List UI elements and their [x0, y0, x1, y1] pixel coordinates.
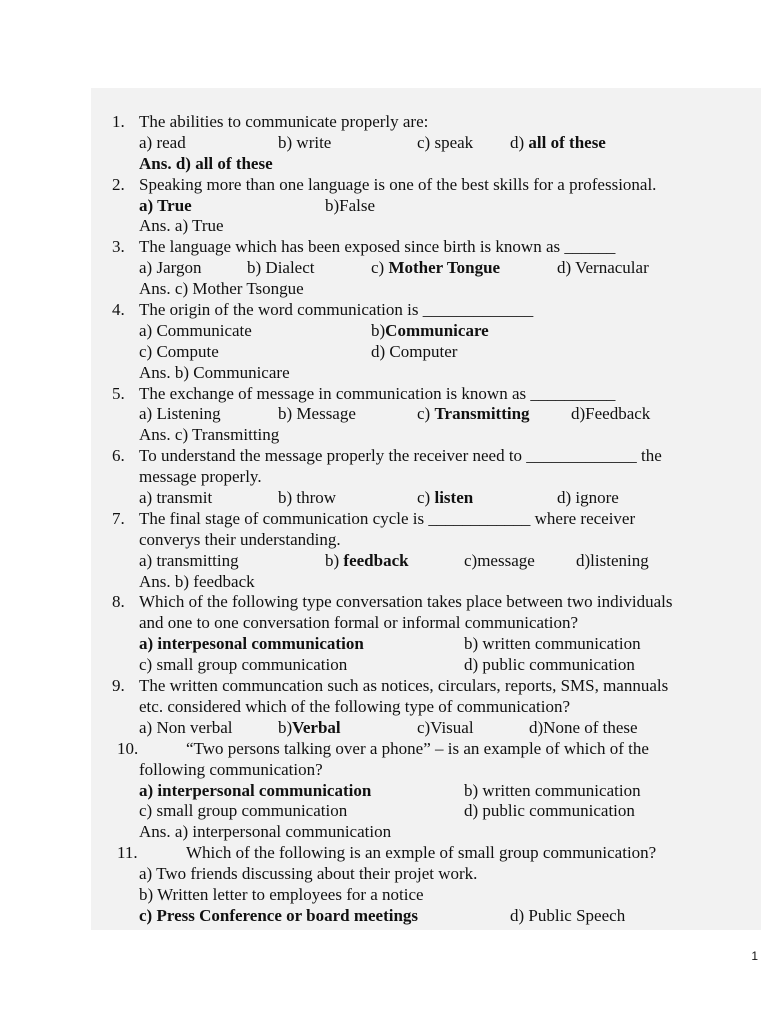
question-text: The exchange of message in communication is known as __________: [139, 383, 616, 403]
question-text-continued: and one to one conversation formal or informal communication?: [139, 613, 579, 633]
options-row: [112, 885, 752, 906]
option-a: a) Communicate: [139, 320, 252, 340]
option-d: d) Vernacular: [557, 258, 649, 278]
option-d: d)listening: [576, 550, 649, 570]
option-b: b) write: [278, 132, 332, 152]
options-row: [112, 634, 752, 655]
question-text: The origin of the word communication is _____________: [139, 300, 534, 320]
question-11: [112, 843, 752, 864]
option-d: d) Public Speech: [510, 905, 626, 925]
question-1: [112, 112, 752, 133]
option-a: a) transmit: [139, 488, 213, 508]
answer-line: [112, 425, 752, 446]
correct-option: listen: [434, 488, 474, 508]
answer-text: Ans. c) Transmitting: [139, 425, 280, 445]
question-number: 8.: [112, 592, 125, 612]
option-a: a) Listening: [139, 404, 221, 424]
option-a: a) transmitting: [139, 550, 239, 570]
question-text: The language which has been exposed since birth is known as ______: [139, 237, 616, 257]
options-row: [112, 906, 752, 927]
options-row: [112, 801, 752, 822]
question-number: 10.: [117, 738, 139, 758]
correct-option: Mother Tongue: [388, 258, 501, 278]
option-a: a) Non verbal: [139, 717, 233, 737]
options-row: [112, 718, 752, 739]
option-d: d)Feedback: [571, 404, 651, 424]
correct-option: Transmitting: [434, 404, 530, 424]
question-text: The abilities to communicate properly are:: [139, 112, 429, 131]
options-row: [112, 551, 752, 572]
question-3: [112, 237, 752, 258]
option-b: b)False: [325, 195, 376, 215]
question-text-continued: etc. considered which of the following type of communication?: [139, 696, 571, 716]
correct-option: Communicare: [385, 320, 489, 340]
option-b: b) Dialect: [247, 258, 315, 278]
answer-text: Ans. d) all of these: [139, 153, 273, 173]
option-c: c) Transmitting: [417, 404, 530, 424]
option-b: b) feedback: [325, 550, 409, 570]
option-a: a) interpesonal communication: [139, 634, 364, 654]
option-c: c) small group communication: [139, 801, 348, 821]
question-number: 2.: [112, 174, 125, 194]
option-c: c) Compute: [139, 341, 219, 361]
question-number: 5.: [112, 383, 125, 403]
option-d: d) all of these: [510, 132, 606, 152]
option-a: a) Jargon: [139, 258, 202, 278]
question-7: [112, 509, 752, 530]
option-b: b) written communication: [464, 634, 641, 654]
answer-text: Ans. c) Mother Tsongue: [139, 279, 304, 299]
options-row: [112, 133, 752, 154]
question-5: [112, 384, 752, 405]
question-4: [112, 300, 752, 321]
options-row: [112, 321, 752, 342]
option-c: c) small group communication: [139, 655, 348, 675]
answer-line: [112, 279, 752, 300]
option-a: a) True: [139, 195, 192, 215]
question-text: The final stage of communication cycle is ____________ where receiver: [139, 508, 636, 528]
option-d: d) public communication: [464, 655, 635, 675]
question-number: 9.: [112, 676, 125, 696]
answer-line: [112, 154, 752, 175]
question-text: To understand the message properly the receiver need to _____________ the: [139, 446, 662, 466]
question-text: Which of the following is an exmple of small group communication?: [186, 843, 657, 863]
answer-text: Ans. a) interpersonal communication: [139, 822, 392, 842]
options-row: [112, 342, 752, 363]
question-number: 4.: [112, 300, 125, 320]
question-number: 6.: [112, 446, 125, 466]
option-c: c) Mother Tongue: [371, 258, 501, 278]
option-c: c) Press Conference or board meetings: [139, 905, 419, 925]
question-text: Which of the following type conversation takes place between two individuals: [139, 592, 673, 612]
question-number: 11.: [117, 843, 138, 863]
option-a: a) read: [139, 132, 186, 152]
question-text-continued: message properly.: [139, 467, 262, 487]
question-list: [112, 112, 752, 927]
option-d: d)None of these: [529, 717, 638, 737]
question-2: [112, 175, 752, 196]
question-number: 7.: [112, 508, 125, 528]
options-row: [112, 488, 752, 509]
correct-option: feedback: [343, 550, 409, 570]
option-c: c)message: [464, 550, 535, 570]
correct-option: Verbal: [292, 717, 341, 737]
option-a: a) interpersonal communication: [139, 780, 372, 800]
option-b: b) throw: [278, 488, 337, 508]
options-row: [112, 781, 752, 802]
answer-text: Ans. b) Communicare: [139, 362, 290, 382]
question-number: 3.: [112, 237, 125, 257]
option-d: d) ignore: [557, 488, 619, 508]
correct-option: all of these: [528, 132, 606, 152]
option-c: c) listen: [417, 488, 474, 508]
question-10: [112, 739, 752, 760]
option-b: b) Message: [278, 404, 356, 424]
answer-line: [112, 216, 752, 237]
question-text-continued: converys their understanding.: [139, 529, 341, 549]
option-d: d) public communication: [464, 801, 635, 821]
question-text: Speaking more than one language is one of the best skills for a professional.: [139, 174, 657, 194]
option-b: b) Written letter to employees for a notice: [139, 884, 424, 904]
question-text-continued: following communication?: [139, 759, 323, 779]
question-8: [112, 592, 752, 613]
options-row: [112, 655, 752, 676]
answer-line: [112, 572, 752, 593]
options-row: [112, 864, 752, 885]
option-d: d) Computer: [371, 341, 458, 361]
question-text: The written communcation such as notices, circulars, reports, SMS, mannuals: [139, 676, 669, 696]
question-text: “Two persons talking over a phone” – is an example of which of the: [186, 738, 649, 758]
answer-text: Ans. b) feedback: [139, 571, 255, 591]
answer-line: [112, 363, 752, 384]
options-row: [112, 196, 752, 217]
page-number: 1: [751, 949, 758, 963]
option-a: a) Two friends discussing about their projet work.: [139, 864, 478, 884]
question-6: [112, 446, 752, 467]
option-b: b)Verbal: [278, 717, 341, 737]
option-c: c) speak: [417, 132, 474, 152]
options-row: [112, 404, 752, 425]
answer-text: Ans. a) True: [139, 216, 224, 236]
option-c: c)Visual: [417, 717, 474, 737]
question-number: 1.: [112, 112, 125, 131]
question-9: [112, 676, 752, 697]
answer-line: [112, 822, 752, 843]
options-row: [112, 258, 752, 279]
option-b: b)Communicare: [371, 320, 489, 340]
option-b: b) written communication: [464, 780, 641, 800]
